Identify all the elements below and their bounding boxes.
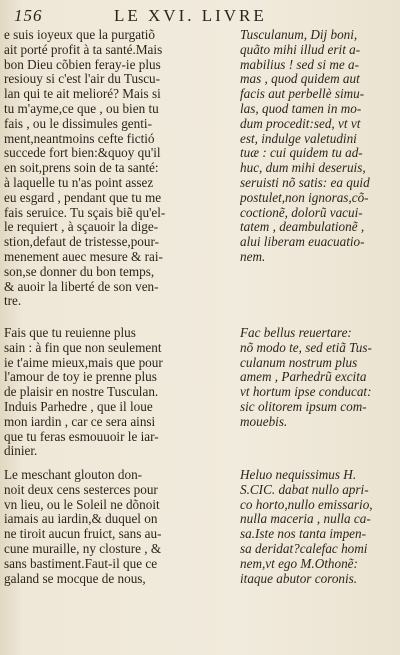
text-line: sa deridat?calefac homi	[240, 541, 368, 556]
text-line: Induis Parhedre , que il loue	[4, 399, 153, 414]
text-line: de plaisir en nostre Tusculan.	[4, 385, 159, 400]
text-line: nõ modo te, sed etiã Tus-	[240, 340, 372, 355]
text-line: nem.	[240, 249, 266, 264]
text-line: alui liberam euacuatio-	[240, 235, 365, 250]
text-line: le requiert , à sçauoir la dige-	[4, 220, 159, 235]
text-line: est, indulge valetudini	[240, 131, 357, 146]
text-line: S.CIC. dabat nullo apri-	[240, 482, 369, 497]
text-line: succede fort bien:&quoy qu'il	[4, 146, 161, 161]
paragraph-block-2	[0, 326, 400, 466]
text-line: mon iardin , car ce sera ainsi	[4, 414, 156, 429]
text-line: huc, dum mihi deseruis,	[240, 161, 366, 176]
text-line: ie t'aime mieux,mais que pour	[4, 355, 163, 370]
text-line: fais , ou le dissimules genti-	[4, 116, 152, 131]
text-line: menement auec mesure & rai-	[4, 249, 163, 264]
text-line: son,se donner du bon temps,	[4, 264, 155, 279]
text-line: Tusculanum, Dij boni,	[240, 28, 358, 42]
text-line: tu m'ayme,ce que , ou bien tu	[4, 101, 159, 116]
text-line: Fais que tu reuienne plus	[4, 326, 136, 340]
text-line: vn lieu, ou le Soleil ne dõnoit	[4, 497, 160, 512]
text-line: nem,vt ego M.Othonẽ:	[240, 556, 358, 571]
text-line: amem , Parhedrũ excita	[240, 370, 367, 385]
text-line: ment,neantmoins cefte fictió	[4, 131, 155, 146]
text-line: dum procedit:sed, vt vt	[240, 116, 361, 131]
text-line: dinier.	[4, 444, 38, 459]
text-line: quãto mihi illud erit a-	[240, 42, 361, 57]
text-line: que tu feras esmouuoir le iar-	[4, 429, 159, 444]
text-line: bon Dieu cõbien feray-ie plus	[4, 57, 161, 72]
text-line: galand se mocque de nous,	[4, 571, 146, 586]
paragraph-block-1	[0, 28, 400, 326]
text-line: itaque abutor coronis.	[240, 571, 358, 586]
text-line: Le meschant glouton don-	[4, 468, 143, 482]
text-line: resiouy si c'est l'air du Tuscu-	[4, 72, 161, 87]
text-line: nulla maceria , nulla ca-	[240, 512, 371, 527]
text-line: à laquelle tu n'as point assez	[4, 175, 154, 190]
text-line: stion,defaut de tristesse,pour-	[4, 235, 160, 250]
text-line: l'amour de toy ie prenne plus	[4, 370, 157, 385]
text-line: ne tiroit aucun fruict, sans au-	[4, 527, 162, 542]
text-line: en soit,prens soin de ta santé:	[4, 161, 159, 176]
running-head: LE XVI. LIVRE	[114, 6, 267, 25]
text-line: fais seruice. Tu sçais biẽ qu'el-	[4, 205, 166, 220]
text-line: ait porté profit à ta santé.Mais	[4, 42, 163, 57]
text-line: facis aut perbellè simu-	[240, 87, 365, 102]
text-line: coctionẽ, dolorũ vacui-	[240, 205, 363, 220]
french-text-column	[0, 468, 236, 586]
text-line: sain : à fin que non seulement	[4, 340, 162, 355]
text-line: e suis ioyeux que la purgatiõ	[4, 28, 156, 42]
text-line: eu esgard , pendant que tu me	[4, 190, 162, 205]
text-line: tuæ : cui quidem tu ad-	[240, 146, 363, 161]
text-line: Heluo nequissimus H.	[240, 468, 357, 482]
page-number: 156	[14, 6, 43, 25]
text-line: mas , quod quidem aut	[240, 72, 360, 87]
latin-text-column	[240, 326, 398, 430]
text-line: culanum nostrum plus	[240, 355, 358, 370]
text-line: noit deux cens sesterces pour	[4, 482, 158, 497]
text-line: vt hortum ipse conducat:	[240, 385, 372, 400]
text-line: sa.Iste nos tanta impen-	[240, 527, 367, 542]
text-line: tre.	[4, 294, 22, 309]
text-line: mabilius ! sed si me a-	[240, 57, 360, 72]
latin-text-column	[240, 468, 398, 586]
latin-text-column	[240, 28, 398, 265]
text-line: sans bastiment.Faut-il que ce	[4, 556, 158, 571]
text-line: cune muraille, ny closture , &	[4, 541, 162, 556]
paragraph-block-3	[0, 468, 400, 648]
text-line: sic olitorem ipsum com-	[240, 399, 367, 414]
text-line: postulet,non ignoras,cõ-	[240, 190, 369, 205]
text-line: tatem , deambulationẽ ,	[240, 220, 365, 235]
text-line: & auoir la liberté de son ven-	[4, 279, 159, 294]
text-line: mouebis.	[240, 414, 288, 429]
text-line: las, quod tamen in mo-	[240, 101, 362, 116]
text-line: iamais au iardin,& duquel on	[4, 512, 158, 527]
french-text-column	[0, 28, 236, 309]
text-line: seruisti nõ satis: ea quid	[240, 175, 370, 190]
text-line: lan qui te ait melioré? Mais si	[4, 87, 161, 102]
text-line: co horto,nullo emissario,	[240, 497, 373, 512]
page-header	[14, 6, 386, 28]
french-text-column	[0, 326, 236, 459]
text-line: Fac bellus reuertare:	[240, 326, 352, 340]
